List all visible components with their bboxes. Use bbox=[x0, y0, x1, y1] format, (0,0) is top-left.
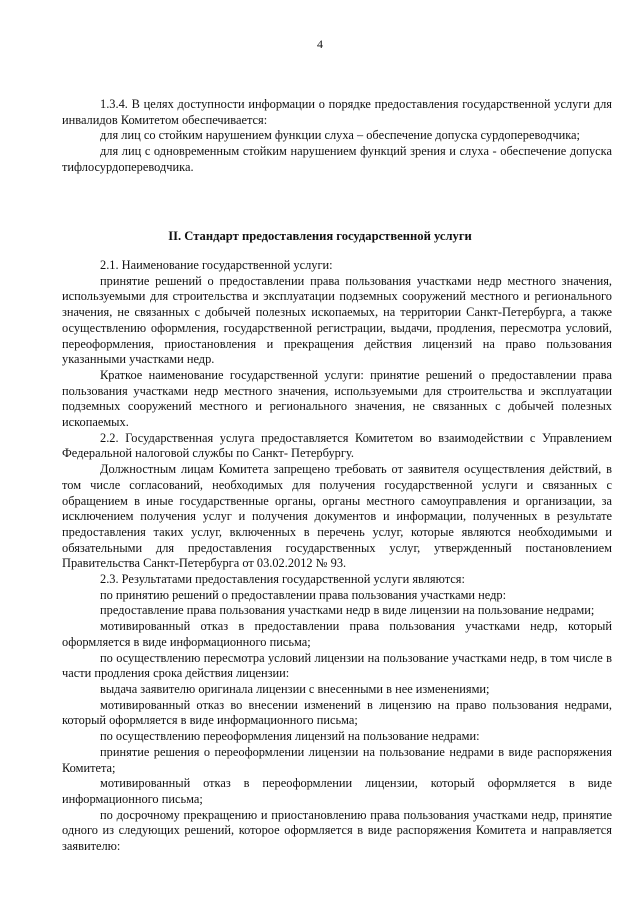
page-number: 4 bbox=[317, 37, 323, 51]
paragraph: принятие решения о переоформлении лицензии на пользование недрами в виде распоряжения Комитета; bbox=[62, 744, 612, 775]
paragraph: для лиц со стойким нарушением функции слуха – обеспечение допуска сурдопереводчика; bbox=[100, 128, 580, 143]
section-1-3-4 bbox=[62, 97, 612, 176]
paragraph: мотивированный отказ во внесении изменений в лицензию на право пользования недрами, который оформляется в виде информационного письма; bbox=[62, 697, 612, 728]
paragraph: 2.2. Государственная услуга предоставляется Комитетом во взаимодействии с Управлением Федеральной налоговой службы по Санкт- Петербургу. bbox=[62, 430, 612, 461]
paragraph: по досрочному прекращению и приостановлению права пользования участками недр, принятие одного из следующих решений, которое оформляется в виде распоряжения Комитета и направляется заявителю: bbox=[62, 807, 612, 854]
paragraph: 1.3.4. В целях доступности информации о порядке предоставления государственной услуги для инвалидов Комитетом обеспечивается: bbox=[62, 97, 612, 127]
section-2-body bbox=[62, 258, 612, 855]
section-heading: II. Стандарт предоставления государственной услуги bbox=[168, 229, 472, 243]
paragraph: мотивированный отказ в предоставлении права пользования участками недр, который оформляется в виде информационного письма; bbox=[62, 619, 612, 649]
paragraph: по принятию решений о предоставлении права пользования участками недр: bbox=[100, 587, 507, 602]
paragraph: предоставление права пользования участками недр в виде лицензии на пользование недрами; bbox=[100, 603, 595, 618]
paragraph: 2.3. Результатами предоставления государственной услуги являются: bbox=[100, 572, 465, 587]
paragraph: по осуществлению пересмотра условий лицензии на пользование участками недр, в том числе в части продления срока действия лицензии: bbox=[62, 650, 612, 681]
paragraph: Должностным лицам Комитета запрещено требовать от заявителя осуществления действий, в том числе согласований, необходимых для получения государственной услуги и связанных с обращением в иные государственные органы, органы местного самоуправления и организации, за исключением получения услуг и получения документов и информации, полученных в результате предоставления таких услуг, включенных в перечень услуг, которые являются необходимыми и обязательными для предоставления государственных услуг, утвержденный постановлением Правительства Санкт-Петербурга от 03.02.2012 № 93. bbox=[62, 462, 612, 571]
paragraph: Краткое наименование государственной услуги: принятие решений о предоставлении права пользования участками недр местного значения, используемыми для строительства и эксплуатации подземных сооружений местного и регионального значения, не связанных с добычей полезных ископаемых. bbox=[62, 367, 612, 430]
paragraph: принятие решений о предоставлении права пользования участками недр местного значения, используемыми для строительства и эксплуатации подземных сооружений местного и регионального значения, не связанных с добычей полезных ископаемых, на территории Санкт-Петербурга, а также осуществлению оформления, государственной регистрации, выдачи, продления, пересмотра условий, переоформления, приостановления и прекращения действия лицензий на право пользования указанными участками недр. bbox=[62, 273, 612, 367]
paragraph: для лиц с одновременным стойким нарушением функций зрения и слуха - обеспечение допуска тифлосурдопереводчика. bbox=[62, 144, 612, 174]
paragraph: выдача заявителю оригинала лицензии с внесенными в нее изменениями; bbox=[100, 681, 490, 696]
paragraph: мотивированный отказ в переоформлении лицензии, который оформляется в виде информационного письма; bbox=[62, 776, 612, 806]
paragraph: по осуществлению переоформления лицензий на пользование недрами: bbox=[100, 729, 480, 744]
paragraph: 2.1. Наименование государственной услуги: bbox=[100, 258, 333, 272]
